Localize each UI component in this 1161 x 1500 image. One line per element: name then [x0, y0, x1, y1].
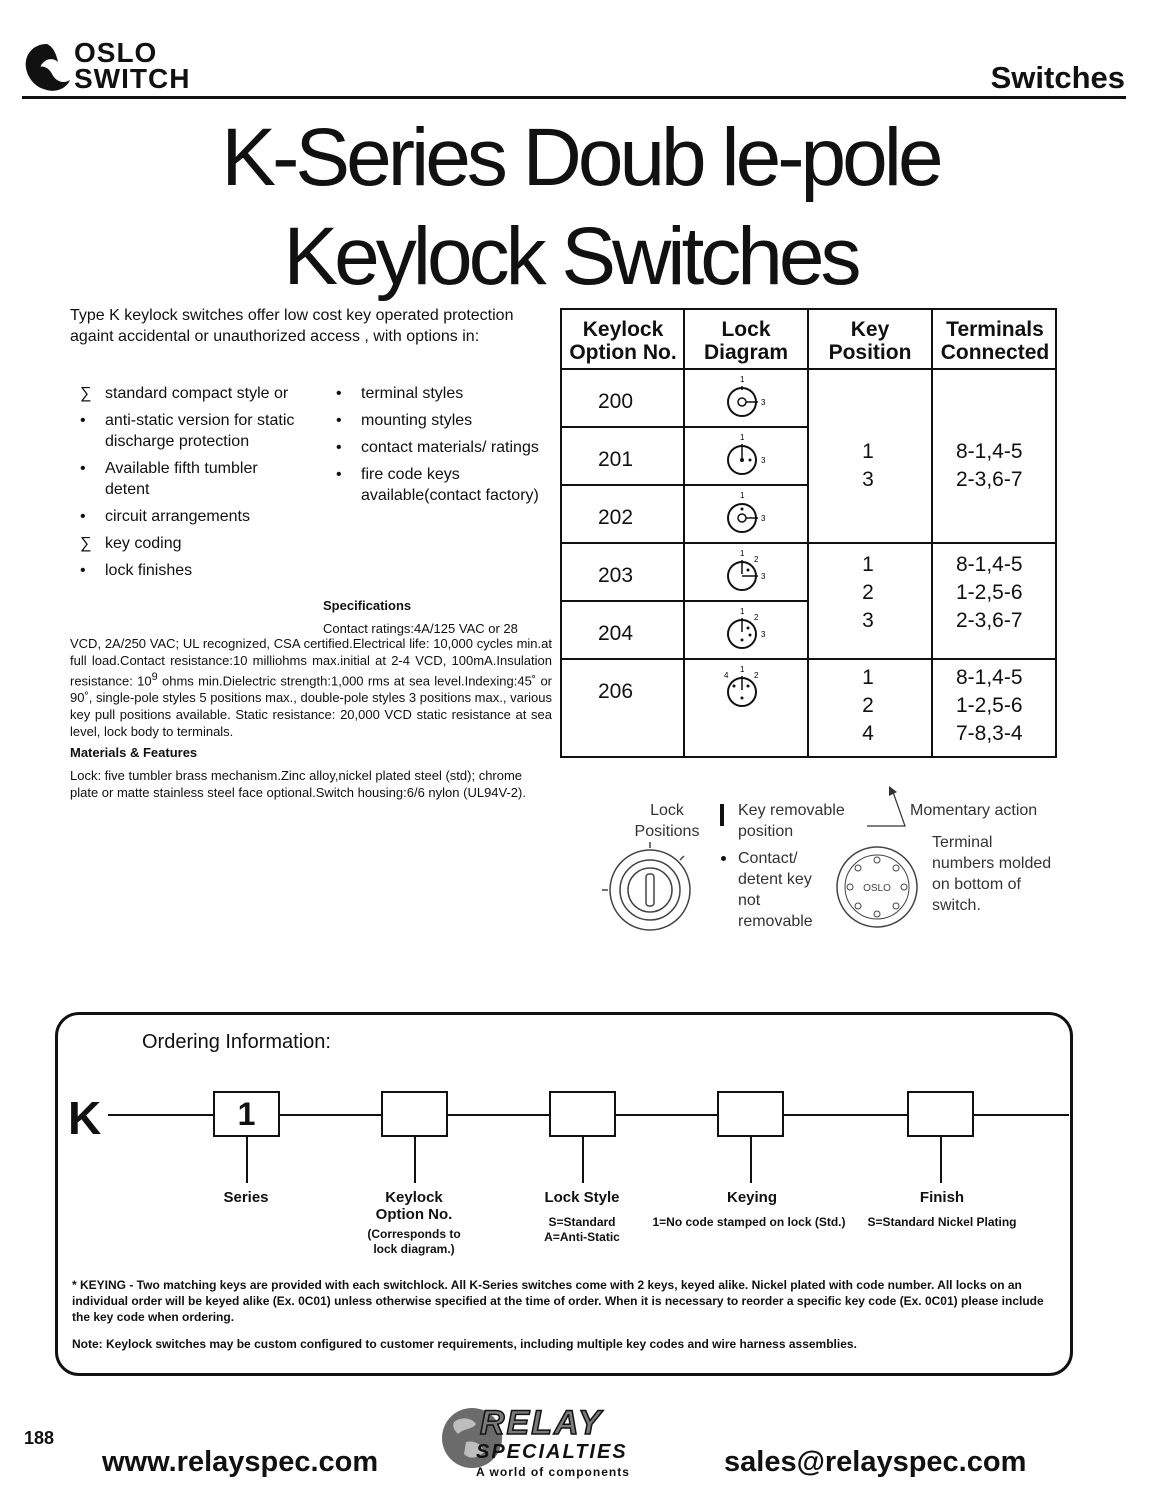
keying-box: [717, 1091, 784, 1137]
option-number: 200: [598, 390, 634, 413]
list-item: • circuit arrangements: [80, 508, 250, 525]
keying-note: * KEYING - Two matching keys are provided with each switchlock. All K-Series switches come with 2 keys, keyed alike. Nickel plated with code number. All locks on an individual order will be keyed alike (Ex. 0C01) unless otherwise specified at the time of order. When it is necessary to reorder a specific key code (Ex. 0C01) please include the key code when ordering.: [72, 1278, 1044, 1324]
series-box: 1: [213, 1091, 280, 1137]
bullet-icon: •: [80, 460, 86, 477]
option-number: 202: [598, 506, 634, 529]
svg-text:1: 1: [740, 375, 745, 384]
keylock-options-table: [560, 308, 1057, 758]
svg-text:3: 3: [761, 514, 766, 523]
column-header: Lock Diagram: [703, 318, 789, 364]
momentary-action-label: Momentary action: [910, 802, 1038, 819]
field-label-finish: Finish: [919, 1189, 965, 1206]
bullet-icon: •: [336, 439, 342, 456]
lock-diagram-icon: [714, 486, 784, 544]
options-list-right: [328, 383, 558, 512]
page-title-line-1: K-Series Doub le-pole: [221, 112, 940, 203]
contact-detent-label: Contact/ detent key not removable: [738, 850, 813, 930]
website-link[interactable]: www.relayspec.com: [102, 1446, 379, 1478]
bullet-icon: •: [80, 508, 86, 525]
svg-text:1: 1: [740, 549, 745, 558]
materials-heading: Materials & Features: [70, 745, 198, 760]
oslo-swirl-icon: [22, 40, 72, 94]
svg-text:2: 2: [754, 555, 759, 564]
lock-legend-figure: [600, 780, 1070, 950]
svg-text:2: 2: [754, 671, 759, 680]
option-number: 201: [598, 448, 634, 471]
field-sub-keying: 1=No code stamped on lock (Std.): [652, 1215, 846, 1229]
key-positions: 1 2 4: [862, 666, 874, 745]
oslo-switch-logo: [22, 38, 222, 96]
svg-text:SPECIALTIES: SPECIALTIES: [476, 1441, 628, 1463]
header-divider: [22, 96, 1126, 99]
ordering-information-panel: [55, 1012, 1073, 1376]
lock-diagram-icon: [714, 660, 784, 718]
logo-line-2: SWITCH: [74, 63, 191, 94]
logo-line-1: OSLO: [74, 37, 158, 68]
contact-detent-marker-icon: [721, 856, 726, 861]
lock-diagram-icon: [714, 428, 784, 486]
bullet-icon: •: [80, 562, 86, 579]
svg-text:3: 3: [761, 398, 766, 407]
svg-text:1: 1: [740, 665, 745, 674]
column-header: Key Position: [828, 318, 912, 364]
specifications-heading: Specifications: [323, 598, 412, 613]
lock-diagram-icon: [714, 602, 784, 660]
terminals-connected: 8-1,4-5 2-3,6-7: [956, 440, 1023, 491]
svg-text:A world of components: A world of components: [476, 1465, 630, 1479]
keylock-option-box: [381, 1091, 448, 1137]
svg-text:3: 3: [761, 572, 766, 581]
list-item: ∑ standard compact style or: [80, 385, 289, 402]
lock-style-box: [549, 1091, 616, 1137]
list-item: • terminal styles: [336, 385, 464, 402]
column-header: Terminals Connected: [940, 318, 1050, 364]
bullet-icon: ∑: [80, 385, 92, 402]
finish-box: [907, 1091, 974, 1137]
key-positions: 1 2 3: [862, 553, 874, 632]
specifications-body: VCD, 2A/250 VAC; UL recognized, CSA certified.Electrical life: 10,000 cycles min.at full load.Contact resistance:10 milliohms max.initial at 2-4 VCD, 100mA.Insulation resistance: $10^9$ ohms min.Dielectric strength:1,000 rms at sea level.Indexing:45˚ or 90˚, single-pole styles 5 positions max., double-pole styles 3 positions max., various key pull positions available. Static resistance: 20,000 VCD static resistance at sea level, lock body to terminals.: [70, 636, 552, 740]
email-link[interactable]: sales@relayspec.com: [724, 1446, 1027, 1478]
custom-config-note: Note: Keylock switches may be custom configured to customer requirements, including multiple key codes and wire harness assemblies.: [72, 1337, 857, 1351]
ordering-title: Ordering Information:: [142, 1031, 331, 1053]
intro-paragraph: Type K keylock switches offer low cost key operated protection againt accidental or unauthorized access , with options in:: [70, 307, 514, 345]
option-number: 203: [598, 564, 634, 587]
field-label-keying: Keying: [726, 1189, 777, 1206]
list-item: • contact materials/ ratings: [336, 439, 539, 456]
svg-text:2: 2: [754, 613, 759, 622]
options-list-left: [72, 383, 302, 587]
specifications-line-1: Contact ratings:4A/125 VAC or 28: [323, 621, 518, 636]
bullet-icon: •: [336, 412, 342, 429]
field-sub-keylock-option: (Corresponds to lock diagram.): [367, 1227, 461, 1256]
bullet-icon: •: [336, 385, 342, 402]
lock-diagram-icon: [714, 370, 784, 428]
bullet-icon: •: [336, 466, 342, 483]
lock-diagram-icon: [714, 544, 784, 602]
svg-text:1: 1: [740, 607, 745, 616]
part-prefix: K: [68, 1092, 102, 1144]
field-label-lock-style: Lock Style: [544, 1189, 620, 1206]
materials-body: Lock: five tumbler brass mechanism.Zinc alloy,nickel plated steel (std); chrome plate or matte stainless steel face optional.Switch housing:6/6 nylon (UL94V-2).: [70, 768, 526, 800]
list-item: ∑ key coding: [80, 535, 182, 552]
list-item: • lock finishes: [80, 562, 193, 579]
field-sub-lock-style: S=Standard A=Anti-Static: [544, 1215, 620, 1244]
column-header: Keylock Option No.: [569, 318, 677, 364]
list-item: • mounting styles: [336, 412, 473, 429]
key-removable-marker-icon: [720, 804, 724, 826]
list-item: • fire code keys available(contact factory): [336, 466, 539, 504]
lock-face-icon: [600, 840, 700, 940]
list-item: • Available fifth tumbler detent: [80, 460, 258, 498]
svg-text:1: 1: [740, 433, 745, 442]
terminals-connected: 8-1,4-5 1-2,5-6 2-3,6-7: [956, 553, 1023, 632]
bullet-icon: •: [80, 412, 86, 429]
field-label-keylock-option: Keylock Option No.: [375, 1189, 453, 1223]
option-number: 206: [598, 680, 634, 703]
svg-text:3: 3: [761, 456, 766, 465]
switch-bottom-icon: [834, 844, 920, 930]
exponent: 9: [151, 671, 158, 683]
svg-text:4: 4: [724, 671, 729, 680]
momentary-arrow-icon: [865, 784, 915, 828]
page-title-line-2: Keylock Switches: [283, 211, 858, 302]
field-label-series: Series: [223, 1189, 269, 1206]
page-number: 188: [24, 1428, 55, 1448]
option-number: 204: [598, 622, 634, 645]
key-removable-label: Key removable position: [738, 802, 845, 840]
list-item: • anti-static version for static discharge protection: [80, 412, 295, 450]
svg-text:1: 1: [740, 491, 745, 500]
svg-text:3: 3: [761, 630, 766, 639]
terminal-numbers-label: Terminal numbers molded on bottom of switch.: [932, 834, 1052, 914]
terminals-connected: 8-1,4-5 1-2,5-6 7-8,3-4: [956, 666, 1023, 745]
svg-text:RELAY: RELAY: [480, 1404, 603, 1442]
relay-specialties-logo: [432, 1402, 684, 1482]
field-sub-finish: S=Standard Nickel Plating: [867, 1215, 1017, 1229]
key-positions: 1 3: [862, 440, 874, 491]
section-title: Switches: [990, 60, 1125, 95]
lock-positions-label: Lock Positions: [634, 802, 700, 840]
bullet-icon: ∑: [80, 535, 92, 552]
svg-text:OSLO: OSLO: [863, 883, 891, 894]
